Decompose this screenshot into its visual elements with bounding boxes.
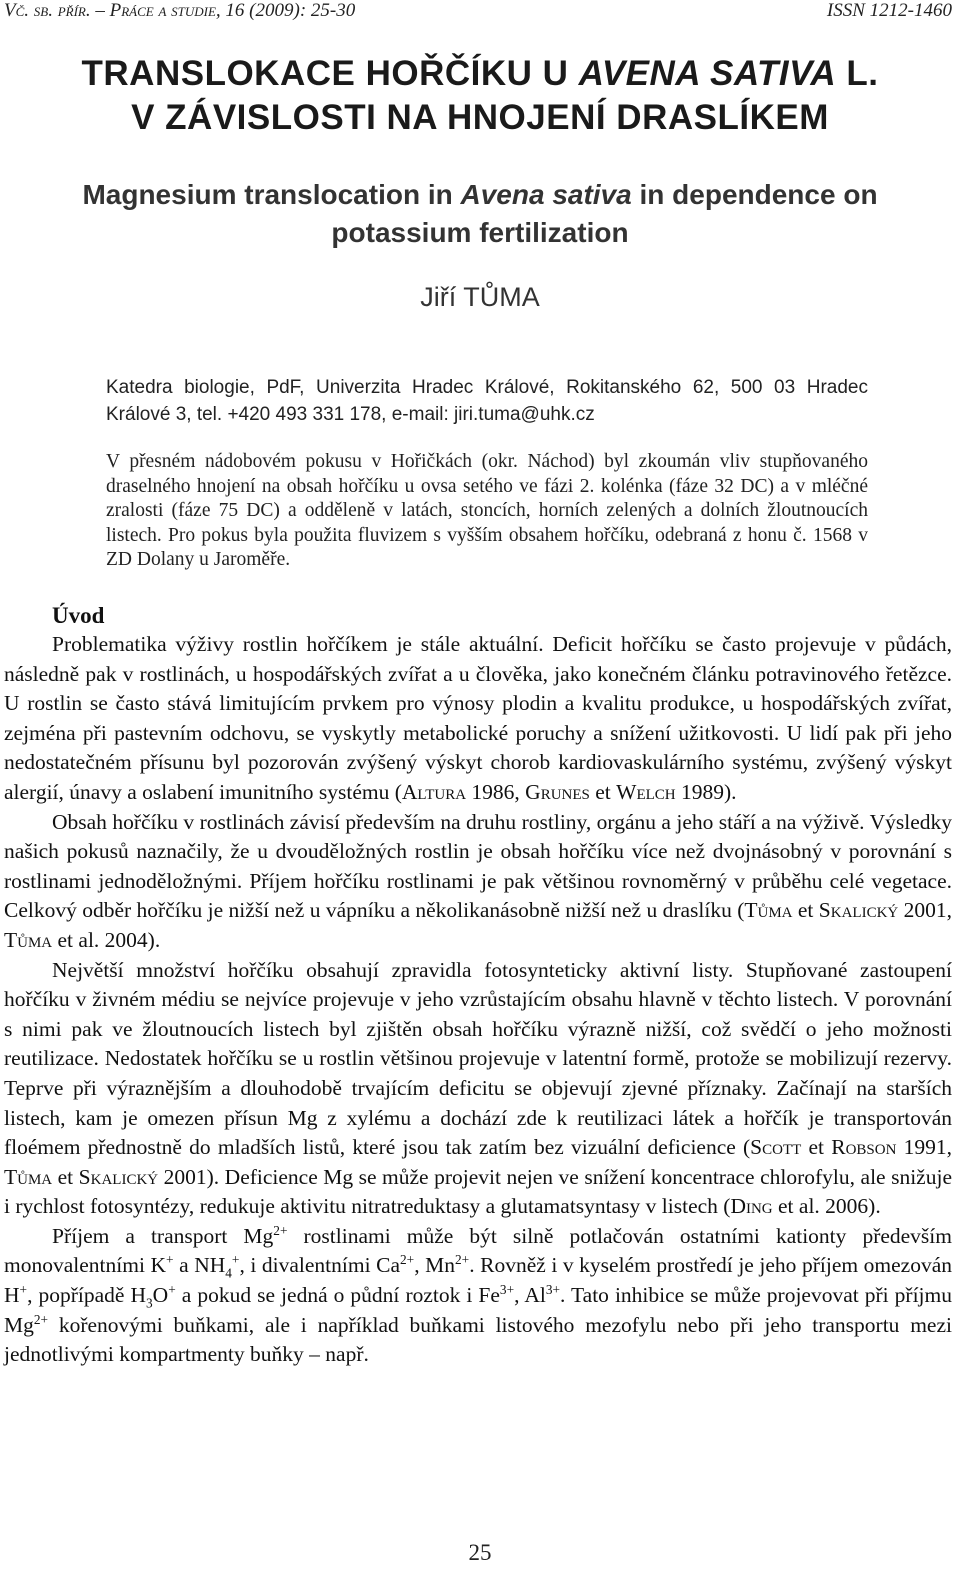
text-run: 1991, [896, 1135, 953, 1160]
text-run: 1986, [466, 779, 526, 804]
subscript: 4 [225, 1265, 232, 1281]
title-part: L. [836, 54, 879, 93]
superscript: + [166, 1252, 174, 1268]
paragraph [4, 956, 952, 1222]
cited-author: Grunes [525, 779, 590, 804]
text-run: . Rovněž i v kyselém prostředí je jeho příjem omezován H [4, 1253, 952, 1308]
superscript: 2+ [455, 1252, 470, 1268]
title-line-2: V ZÁVISLOSTI NA HNOJENÍ DRASLÍKEM [131, 98, 829, 137]
body-text [4, 630, 952, 1370]
title-species: AVENA SATIVA [578, 54, 837, 93]
text-run: , i divalentními Ca [239, 1253, 401, 1278]
cited-author: Tůma [4, 1164, 53, 1189]
paragraph [4, 1222, 952, 1370]
english-subtitle [30, 176, 930, 252]
text-run: O [152, 1283, 169, 1308]
text-run: et [52, 1164, 79, 1189]
cited-author: Tůma [744, 898, 793, 923]
subtitle-part: Magnesium translocation in [82, 179, 461, 210]
text-run: Příjem a transport Mg [52, 1223, 274, 1248]
text-run: rostlinami může být silně potlačován ostatními kationty především monovalentními K [4, 1223, 953, 1278]
subtitle-species: Avena sativa [460, 179, 632, 210]
cited-author: Altura [401, 779, 467, 804]
superscript: 2+ [33, 1311, 49, 1327]
cited-author: Tůma [4, 927, 53, 952]
text-run: et al. 2006). [772, 1194, 881, 1219]
superscript: 3+ [545, 1281, 561, 1297]
text-run: 2001, [898, 898, 953, 923]
text-run: et [589, 779, 617, 804]
abstract: V přesném nádobovém pokusu v Hořičkách (okr. Náchod) byl zkoumán vliv stupňovaného draselného hnojení na obsah hořčíku u ovsa setého ve fázi 2. kolénka (fáze 32 DC) a v mléčné zralosti (fáze 75 DC) a odděleně v latách, stoncích, horních zelených a dolních žloutnoucích listech. Pro pokus byla použita fluvizem s vyšším obsahem hořčíku, odebraná z honu č. 1568 v ZD Dolany u Jaroměře. [106, 451, 868, 570]
text-run: Problematika výživy rostlin hořčíkem je stále aktuální. Deficit hořčíku se často projevuje v půdách, následně pak v rostlinách, u hospodářských zvířat a u člověka, jako konečném článku potravinového řetězce. U rostlin se často stává limitujícím prvkem pro výnosy plodin a kvalitu produkce, u hospodářských zvířat, zejména při pastevním odchovu, se vyskytly metabolické poruchy a snížení užitkovosti. U lidí pak při jeho nedostatečném přísunu byl pozorován zvýšený výskyt chorob kardiovaskulárního systému, zvýšený výskyt alergií, únavy a oslabení imunitního systému ( [4, 632, 952, 804]
cited-author: Skalický [818, 898, 899, 923]
cited-author: Skalický [78, 1164, 159, 1189]
issn-header: ISSN 1212-1460 [826, 0, 952, 21]
text-run: , Al [514, 1283, 546, 1308]
superscript: + [168, 1281, 176, 1297]
paper-title [30, 52, 930, 140]
text-run: . Tato inhibice se může projevovat při příjmu Mg [4, 1283, 952, 1337]
text-run: 1989). [675, 779, 737, 804]
journal-header: Vč. sb. přír. – Práce a studie, 16 (2009): 25-30 [4, 0, 356, 21]
subtitle-part: in dependence on potassium fertilization [331, 179, 878, 248]
title-part: TRANSLOKACE HOŘČÍKU U [81, 54, 579, 93]
section-heading-introduction: Úvod [52, 603, 105, 628]
author-affiliation: Katedra biologie, PdF, Univerzita Hradec Králové, Rokitanského 62, 500 03 Hradec Králové 3, tel. +420 493 331 178, e-mail: jiri.tuma@uhk.cz [106, 377, 868, 425]
paragraph [4, 630, 952, 808]
text-run: et [801, 1135, 832, 1160]
superscript: + [19, 1281, 28, 1297]
text-run: a pokud se jedná o půdní roztok i Fe [175, 1283, 500, 1308]
author-name: Jiří TŮMA [420, 282, 540, 312]
superscript: + [231, 1252, 240, 1268]
text-run: kořenovými buňkami, ale i například buňkami listového mezofylu nebo při jeho transportu mezi jednotlivými kompartmenty buňky – např. [4, 1312, 952, 1367]
paragraph [4, 808, 952, 956]
superscript: 3+ [499, 1281, 515, 1297]
text-run: Obsah hořčíku v rostlinách závisí především na druhu rostliny, orgánu a jeho stáří a na výživě. Výsledky našich pokusů naznačily, že u dvouděložných rostlin je obsah hořčíku více než dvojnásobný v porovnání s rostlinami jednoděložnými. Příjem hořčíku rostlinami je pak většinou rovnoměrný v průběhu celé vegetace. Celkový odběr hořčíku je nižší než u vápníku a několikanásobně nižší než u draslíku ( [4, 809, 952, 923]
page-number: 25 [468, 1540, 492, 1565]
subscript: 3 [146, 1295, 153, 1311]
cited-author: Welch [616, 779, 676, 804]
cited-author: Robson [831, 1135, 897, 1160]
cited-author: Scott [750, 1135, 802, 1160]
text-run: , popřípadě H [27, 1283, 146, 1308]
cited-author: Ding [730, 1194, 773, 1219]
text-run: Největší množství hořčíku obsahují zpravidla fotosynteticky aktivní listy. Stupňované zastoupení hořčíku v živném médiu se nejvíce projevuje v jeho vzrůstajícím obsahu hlavně v těchto listech. V porovnání s nimi pak ve žloutnoucích listech byl zjištěn obsah hořčíku výrazně nižší, což svědčí o jeho možnosti reutilizace. Nedostatek hořčíku se u rostlin většinou projevuje v latentní formě, protože se mobilizují rezervy. Teprve při výraznějším a dlouhodobě trvajícím deficitu se objevují zjevné příznaky. Začínají na starších listech, kam je omezen přísun Mg z xylému a dochází zde k reutilizaci látek a hořčík je transportován floémem přednostně do mladších listů, které jsou tak zatím bez vizuální deficience ( [4, 957, 952, 1160]
text-run: 2001). Deficience Mg se může projevit nejen ve snížení koncentrace chlorofylu, ale snižuje i rychlost fotosyntézy, redukuje aktivitu nitratreduktasy a glutamatsyntasy v listech ( [4, 1164, 952, 1219]
text-run: et [792, 898, 819, 923]
superscript: 2+ [273, 1222, 288, 1238]
text-run: et al. 2004). [52, 927, 161, 952]
superscript: 2+ [400, 1252, 415, 1268]
text-run: , Mn [414, 1253, 455, 1278]
text-run: a NH [173, 1253, 226, 1278]
